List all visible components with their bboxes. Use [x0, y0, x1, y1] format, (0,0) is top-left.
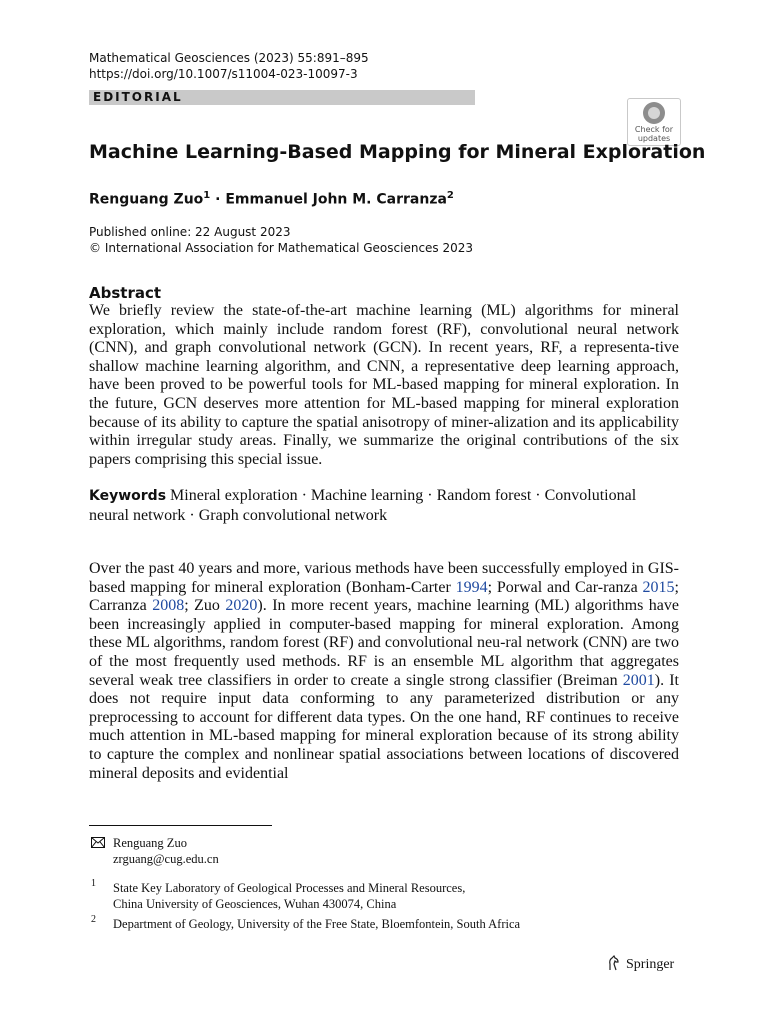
publisher-logo — [606, 955, 674, 977]
affiliation-marker[interactable]: 1 — [203, 190, 211, 201]
citation-link[interactable]: 2020 — [225, 597, 258, 615]
envelope-icon — [91, 836, 105, 852]
citation-link[interactable]: 2015 — [642, 578, 675, 596]
springer-horse-icon — [606, 955, 622, 977]
published-date: Published online: 22 August 2023 — [89, 225, 291, 239]
badge-line1: Check for — [634, 125, 674, 134]
citation-link[interactable]: 1994 — [455, 578, 488, 596]
affiliation-2: Department of Geology, University of the Free State, Bloemfontein, South Africa — [113, 917, 521, 931]
affiliation-number: 2 — [91, 914, 96, 925]
journal-citation: Mathematical Geosciences (2023) 55:891–895 — [89, 51, 369, 65]
keywords — [89, 486, 679, 525]
author-name[interactable]: Emmanuel John M. Carranza — [225, 191, 447, 208]
keywords-label: Keywords — [89, 488, 167, 504]
article-title: Machine Learning-Based Mapping for Mineral Exploration — [89, 141, 706, 163]
affiliation-1: State Key Laboratory of Geological Processes and Mineral Resources, China University of Geosciences, Wuhan 430074, China — [113, 881, 466, 911]
abstract-heading: Abstract — [89, 284, 162, 302]
publisher-name: Springer — [626, 957, 675, 972]
footnote-divider — [89, 825, 272, 826]
corresponding-author — [113, 835, 219, 867]
affiliation-number: 1 — [91, 878, 96, 889]
copyright-notice: © International Association for Mathematical Geosciences 2023 — [89, 241, 474, 255]
abstract-text: We briefly review the state-of-the-art machine learning (ML) algorithms for mineral exploration, which mainly include random forest (RF), convolutional neural network (CNN), and graph convolutional network (GCN). In recent years, RF, a representa-tive shallow machine learning algorithm, and CNN, a representative deep learning approach, have been proved to be powerful tools for ML-based mapping for mineral exploration. In the future, GCN deserves more attention for ML-based mapping for mineral exploration because of its ability to capture the spatial anisotropy of miner-alization and its applicability within irregular study areas. Finally, we summarize the original contributions of the six papers comprising this special issue. — [89, 302, 679, 468]
keywords-list: Mineral exploration · Machine learning · Random forest · Convolutional neural network · Graph convolutional network — [89, 487, 637, 524]
check-for-updates-badge[interactable] — [627, 98, 681, 146]
author-name[interactable]: Renguang Zuo — [89, 191, 204, 208]
contact-name: Renguang Zuo — [113, 836, 187, 850]
section-label: EDITORIAL — [93, 90, 183, 104]
citation-link[interactable]: 2001 — [622, 671, 655, 689]
affiliation-marker[interactable]: 2 — [446, 190, 454, 201]
author-separator: · — [210, 191, 226, 208]
badge-line2: updates — [637, 134, 671, 143]
check-for-updates-icon — [643, 102, 665, 124]
citation-link[interactable]: 2008 — [152, 597, 185, 615]
intro-paragraph: Over the past 40 years and more, various methods have been successfully employed in GIS-based mapping for mineral exploration (Bonham-Carter 1994; Porwal and Car-ranza 2015; Carranza 2008; Zuo 2020). In more recent years, machine learning (ML) algorithms have been increasingly applied in computer-based mapping for mineral exploration. Among these ML algorithms, random forest (RF) and convolutional neu-ral network (CNN) are two of the most frequently used methods. RF is an ensemble ML algorithm that aggregates several weak tree classifiers in order to create a single strong classifier (Breiman 2001). It does not require input data conforming to any parameterized distribution or any preprocessing to account for different data types. On the one hand, RF continues to receive much attention in ML-based mapping for mineral exploration because of its strong ability to capture the complex and nonlinear spatial associations between locations of discovered mineral deposits and evidential — [89, 560, 680, 782]
contact-email[interactable]: zrguang@cug.edu.cn — [113, 852, 219, 866]
doi-link[interactable]: https://doi.org/10.1007/s11004-023-10097-3 — [89, 67, 358, 81]
author-list — [89, 186, 454, 210]
